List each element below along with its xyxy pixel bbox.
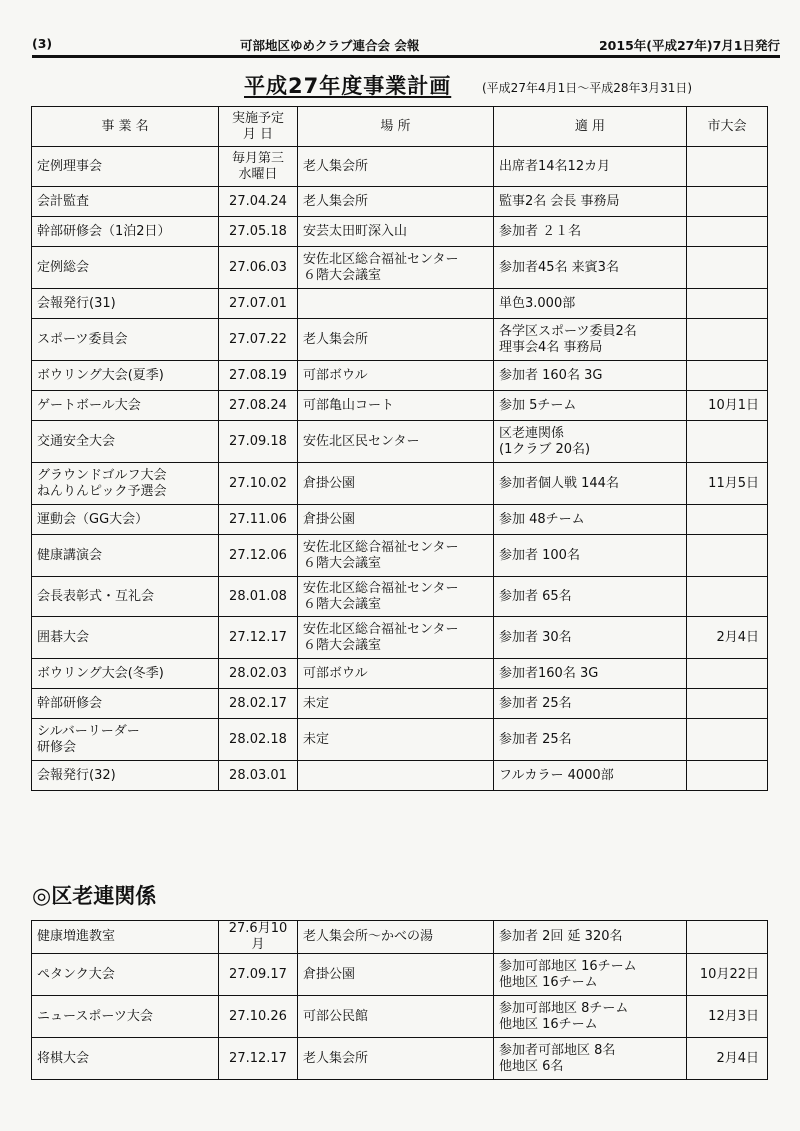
event-place-cell	[298, 617, 494, 659]
event-application-cell-line: 他地区 16チーム	[499, 974, 598, 990]
event-date-cell	[219, 719, 298, 761]
city-tournament-cell	[687, 535, 768, 577]
table-row	[32, 361, 768, 391]
event-date-cell	[219, 921, 298, 954]
header-application: 適 用	[494, 107, 687, 147]
event-date-cell-line: 27.05.18	[229, 223, 287, 239]
event-name-cell	[32, 577, 219, 617]
event-name-cell	[32, 719, 219, 761]
event-application-cell-line: 参加者 ２１名	[499, 223, 582, 239]
event-application-cell-line: 他地区 16チーム	[499, 1016, 598, 1032]
main-table-body	[32, 147, 768, 791]
event-place-cell	[298, 463, 494, 505]
event-application-cell-line: 各学区スポーツ委員2名	[499, 323, 637, 339]
event-name-cell-line: シルバーリーダー	[37, 723, 140, 739]
table-row	[32, 217, 768, 247]
event-date-cell	[219, 1038, 298, 1080]
section-heading-text: 区老連関係	[51, 884, 157, 908]
event-name-cell-line: ねんりんピック予選会	[37, 483, 167, 499]
event-place-cell-line: 老人集会所	[303, 1050, 369, 1066]
event-name-cell-line: 会報発行(32)	[37, 767, 116, 783]
event-place-cell	[298, 289, 494, 319]
table-row	[32, 505, 768, 535]
event-application-cell-line: 参加者160名 3G	[499, 665, 599, 681]
event-application-cell	[494, 505, 687, 535]
event-place-cell-line: 老人集会所	[303, 193, 369, 209]
event-application-cell	[494, 421, 687, 463]
event-place-cell	[298, 319, 494, 361]
event-application-cell	[494, 535, 687, 577]
event-application-cell	[494, 996, 687, 1038]
table-row	[32, 247, 768, 289]
event-place-cell-line: 未定	[303, 695, 330, 711]
event-place-cell-line: 安佐北区総合福祉センター	[303, 580, 459, 596]
event-name-cell-line: ペタンク大会	[37, 966, 115, 982]
event-date-cell	[219, 954, 298, 996]
event-application-cell	[494, 659, 687, 689]
event-application-cell	[494, 361, 687, 391]
event-name-cell-line: ボウリング大会(夏季)	[37, 367, 164, 383]
event-application-cell	[494, 577, 687, 617]
table-row	[32, 187, 768, 217]
event-application-cell	[494, 689, 687, 719]
event-name-cell-line: ゲートボール大会	[37, 397, 141, 413]
event-place-cell	[298, 577, 494, 617]
city-tournament-cell	[687, 147, 768, 187]
event-date-cell	[219, 147, 298, 187]
event-application-cell-line: 参加者 30名	[499, 629, 572, 645]
event-application-cell	[494, 391, 687, 421]
event-date-cell	[219, 391, 298, 421]
event-date-cell	[219, 187, 298, 217]
event-date-cell-line: 27.08.19	[229, 367, 287, 383]
event-name-cell-line: 健康増進教室	[37, 929, 116, 944]
event-date-cell-line: 28.02.03	[229, 665, 287, 681]
event-name-cell-line: 会長表彰式・互礼会	[37, 588, 155, 604]
event-date-cell-line: 27.07.22	[229, 331, 287, 347]
event-application-cell	[494, 217, 687, 247]
header-city: 市大会	[687, 107, 768, 147]
table-row	[32, 689, 768, 719]
event-application-cell	[494, 954, 687, 996]
event-application-cell	[494, 289, 687, 319]
event-application-cell-line: 参加可部地区 8チーム	[499, 1000, 629, 1016]
city-tournament-cell	[687, 505, 768, 535]
table-row	[32, 659, 768, 689]
city-tournament-cell	[687, 319, 768, 361]
event-application-cell-line: 参加者 25名	[499, 695, 572, 711]
table-row	[32, 954, 768, 996]
event-date-cell	[219, 319, 298, 361]
event-place-cell-line: 老人集会所	[303, 331, 369, 347]
event-application-cell-line: 参加者45名 来賓3名	[499, 259, 619, 275]
table-row	[32, 319, 768, 361]
event-date-cell-line: 27.10.02	[229, 475, 287, 491]
event-date-cell	[219, 247, 298, 289]
event-application-cell-line: 参加可部地区 16チーム	[499, 958, 637, 974]
city-tournament-cell: 2月4日	[687, 617, 768, 659]
event-date-cell-line: 27.6月10月	[228, 921, 288, 952]
event-name-cell-line: 健康講演会	[37, 547, 103, 563]
event-date-cell	[219, 689, 298, 719]
event-application-cell	[494, 319, 687, 361]
event-place-cell-line: 安佐北区総合福祉センター	[303, 539, 459, 555]
event-name-cell	[32, 217, 219, 247]
event-application-cell	[494, 921, 687, 954]
event-date-cell	[219, 761, 298, 791]
table-row	[32, 617, 768, 659]
event-place-cell-line: 安佐北区総合福祉センター	[303, 621, 459, 637]
event-date-cell	[219, 421, 298, 463]
event-name-cell	[32, 996, 219, 1038]
city-tournament-cell: 10月22日	[687, 954, 768, 996]
city-tournament-cell	[687, 761, 768, 791]
event-date-cell-line: 27.12.06	[229, 547, 287, 563]
event-name-cell	[32, 247, 219, 289]
event-date-cell-line: 27.08.24	[229, 397, 287, 413]
event-place-cell-line: 可部亀山コート	[303, 397, 395, 413]
event-name-cell	[32, 391, 219, 421]
event-name-cell-line: スポーツ委員会	[37, 331, 128, 347]
event-date-cell-line: 27.07.01	[229, 295, 287, 311]
event-place-cell	[298, 659, 494, 689]
event-name-cell	[32, 761, 219, 791]
event-name-cell-line: 定例総会	[37, 259, 90, 275]
event-date-cell-line: 28.02.17	[229, 695, 287, 711]
event-place-cell-line: ６階大会議室	[303, 596, 382, 612]
event-place-cell-line: ６階大会議室	[303, 555, 382, 571]
event-date-cell	[219, 361, 298, 391]
page-number: (3)	[32, 36, 53, 51]
table-row	[32, 577, 768, 617]
event-place-cell	[298, 247, 494, 289]
event-name-cell-line: 将棋大会	[37, 1050, 90, 1066]
city-tournament-cell	[687, 689, 768, 719]
event-place-cell-line: 老人集会所～かべの湯	[303, 929, 434, 944]
event-name-cell-line: 運動会（GG大会）	[37, 511, 149, 527]
double-circle-icon: ◎	[32, 884, 52, 909]
table-row	[32, 1038, 768, 1080]
event-name-cell	[32, 689, 219, 719]
event-date-cell	[219, 505, 298, 535]
table-row	[32, 996, 768, 1038]
event-date-cell-line: 27.04.24	[229, 193, 287, 209]
event-name-cell	[32, 659, 219, 689]
event-date-cell-line: 28.01.08	[229, 588, 287, 604]
event-name-cell	[32, 289, 219, 319]
event-place-cell	[298, 535, 494, 577]
event-application-cell-line: (1クラブ 20名)	[499, 441, 591, 457]
event-place-cell-line: 安芸太田町深入山	[303, 223, 408, 239]
event-date-cell-line: 27.09.17	[229, 966, 287, 982]
event-place-cell	[298, 954, 494, 996]
event-application-cell-line: 出席者14名12カ月	[499, 158, 611, 174]
event-name-cell-line: 交通安全大会	[37, 433, 116, 449]
table-row	[32, 391, 768, 421]
event-application-cell	[494, 719, 687, 761]
table-row	[32, 289, 768, 319]
event-name-cell-line: 会報発行(31)	[37, 295, 116, 311]
event-date-cell-line: 毎月第三	[231, 150, 284, 166]
event-date-cell-line: 27.11.06	[229, 511, 287, 527]
ward-association-table	[31, 920, 768, 1080]
event-place-cell	[298, 996, 494, 1038]
event-name-cell-line: 囲碁大会	[37, 629, 90, 645]
event-application-cell-line: 参加者 2回 延 320名	[499, 929, 623, 944]
table-row	[32, 921, 768, 954]
event-name-cell-line: ボウリング大会(冬季)	[37, 665, 164, 681]
event-date-cell	[219, 996, 298, 1038]
event-place-cell	[298, 719, 494, 761]
city-tournament-cell	[687, 217, 768, 247]
section-heading	[32, 880, 156, 910]
event-name-cell-line: 研修会	[37, 739, 77, 755]
event-place-cell-line: 倉掛公園	[303, 511, 356, 527]
plan-period: (平成27年4月1日～平成28年3月31日)	[482, 81, 693, 95]
event-place-cell	[298, 217, 494, 247]
event-place-cell	[298, 361, 494, 391]
event-name-cell	[32, 617, 219, 659]
header-date	[219, 107, 298, 147]
header-place: 場 所	[298, 107, 494, 147]
city-tournament-cell: 12月3日	[687, 996, 768, 1038]
city-tournament-cell: 10月1日	[687, 391, 768, 421]
event-place-cell-line: 未定	[303, 731, 330, 747]
issue-date: 2015年(平成27年)7月1日発行	[598, 38, 780, 53]
event-application-cell-line: 参加 48チーム	[499, 511, 585, 527]
event-application-cell-line: 理事会4名 事務局	[499, 339, 603, 355]
event-name-cell-line: 会計監査	[37, 193, 90, 209]
event-name-cell	[32, 361, 219, 391]
event-place-cell	[298, 147, 494, 187]
city-tournament-cell	[687, 361, 768, 391]
event-application-cell-line: 参加者可部地区 8名	[499, 1042, 616, 1058]
event-date-cell-line: 28.03.01	[229, 767, 287, 783]
event-place-cell-line: 倉掛公園	[303, 475, 356, 491]
city-tournament-cell	[687, 719, 768, 761]
event-application-cell-line: 参加者個人戦 144名	[499, 475, 619, 491]
event-application-cell-line: 参加者 65名	[499, 588, 572, 604]
table-row	[32, 535, 768, 577]
city-tournament-cell	[687, 289, 768, 319]
city-tournament-cell	[687, 921, 768, 954]
city-tournament-cell	[687, 247, 768, 289]
event-date-cell-line: 27.12.17	[229, 1050, 287, 1066]
city-tournament-cell: 2月4日	[687, 1038, 768, 1080]
event-place-cell	[298, 187, 494, 217]
business-plan-table	[31, 106, 768, 791]
event-place-cell	[298, 761, 494, 791]
document-title: 平成27年度事業計画	[244, 74, 452, 98]
table-row	[32, 463, 768, 505]
city-tournament-cell	[687, 187, 768, 217]
event-place-cell	[298, 421, 494, 463]
event-date-cell	[219, 535, 298, 577]
event-name-cell	[32, 187, 219, 217]
event-place-cell	[298, 505, 494, 535]
event-date-cell-line: 28.02.18	[229, 731, 287, 747]
event-place-cell	[298, 689, 494, 719]
table-row	[32, 719, 768, 761]
event-application-cell-line: 単色3.000部	[499, 295, 576, 311]
event-name-cell	[32, 1038, 219, 1080]
page-header	[32, 28, 780, 58]
event-place-cell-line: 可部公民館	[303, 1008, 369, 1024]
event-application-cell-line: 参加者 100名	[499, 547, 580, 563]
event-application-cell-line: 他地区 6名	[499, 1058, 564, 1074]
event-application-cell	[494, 147, 687, 187]
event-application-cell	[494, 463, 687, 505]
event-name-cell	[32, 954, 219, 996]
event-application-cell	[494, 1038, 687, 1080]
event-name-cell-line: 幹部研修会（1泊2日）	[37, 223, 171, 239]
event-date-cell	[219, 577, 298, 617]
event-place-cell-line: 倉掛公園	[303, 966, 356, 982]
event-place-cell-line: ６階大会議室	[303, 637, 382, 653]
city-tournament-cell	[687, 421, 768, 463]
event-application-cell-line: 監事2名 会長 事務局	[499, 193, 620, 209]
event-name-cell	[32, 421, 219, 463]
event-date-cell	[219, 289, 298, 319]
event-name-cell-line: グラウンドゴルフ大会	[37, 467, 167, 483]
event-application-cell-line: 参加者 25名	[499, 731, 572, 747]
event-name-cell-line: 幹部研修会	[37, 695, 103, 711]
city-tournament-cell	[687, 577, 768, 617]
event-application-cell-line: フルカラー 4000部	[499, 767, 614, 783]
event-place-cell-line: 可部ボウル	[303, 665, 368, 681]
event-place-cell-line: 安佐北区民センター	[303, 433, 420, 449]
event-date-cell-line: 27.06.03	[229, 259, 287, 275]
city-tournament-cell: 11月5日	[687, 463, 768, 505]
event-name-cell-line: ニュースポーツ大会	[37, 1008, 153, 1024]
event-application-cell-line: 参加 5チーム	[499, 397, 577, 413]
event-place-cell-line: 可部ボウル	[303, 367, 368, 383]
event-date-cell-line: 27.10.26	[229, 1008, 287, 1024]
event-name-cell	[32, 535, 219, 577]
event-name-cell	[32, 921, 219, 954]
table-row	[32, 421, 768, 463]
header-date-line1: 実施予定	[231, 110, 284, 126]
event-place-cell-line: ６階大会議室	[303, 267, 382, 283]
event-name-cell	[32, 147, 219, 187]
publication-title: 可部地区ゆめクラブ連合会 会報	[240, 38, 420, 53]
ward-table-body	[32, 921, 768, 1080]
event-name-cell	[32, 463, 219, 505]
event-application-cell	[494, 617, 687, 659]
event-date-cell	[219, 659, 298, 689]
city-tournament-cell	[687, 659, 768, 689]
table-row	[32, 761, 768, 791]
event-application-cell	[494, 761, 687, 791]
event-application-cell-line: 参加者 160名 3G	[499, 367, 603, 383]
event-name-cell	[32, 319, 219, 361]
event-date-cell-line: 27.12.17	[229, 629, 287, 645]
event-application-cell	[494, 187, 687, 217]
event-application-cell-line: 区老連関係	[499, 425, 565, 441]
event-place-cell-line: 安佐北区総合福祉センター	[303, 251, 459, 267]
event-name-cell-line: 定例理事会	[37, 158, 103, 174]
event-application-cell	[494, 247, 687, 289]
event-date-cell	[219, 463, 298, 505]
event-name-cell	[32, 505, 219, 535]
event-place-cell	[298, 391, 494, 421]
event-place-cell	[298, 1038, 494, 1080]
event-place-cell-line: 老人集会所	[303, 158, 369, 174]
table-header-row	[32, 107, 768, 147]
event-date-cell-line: 水曜日	[238, 166, 278, 182]
table-row	[32, 147, 768, 187]
event-date-cell	[219, 617, 298, 659]
event-date-cell	[219, 217, 298, 247]
header-name: 事 業 名	[32, 107, 219, 147]
event-place-cell	[298, 921, 494, 954]
header-date-line2: 月 日	[242, 126, 274, 142]
event-date-cell-line: 27.09.18	[229, 433, 287, 449]
